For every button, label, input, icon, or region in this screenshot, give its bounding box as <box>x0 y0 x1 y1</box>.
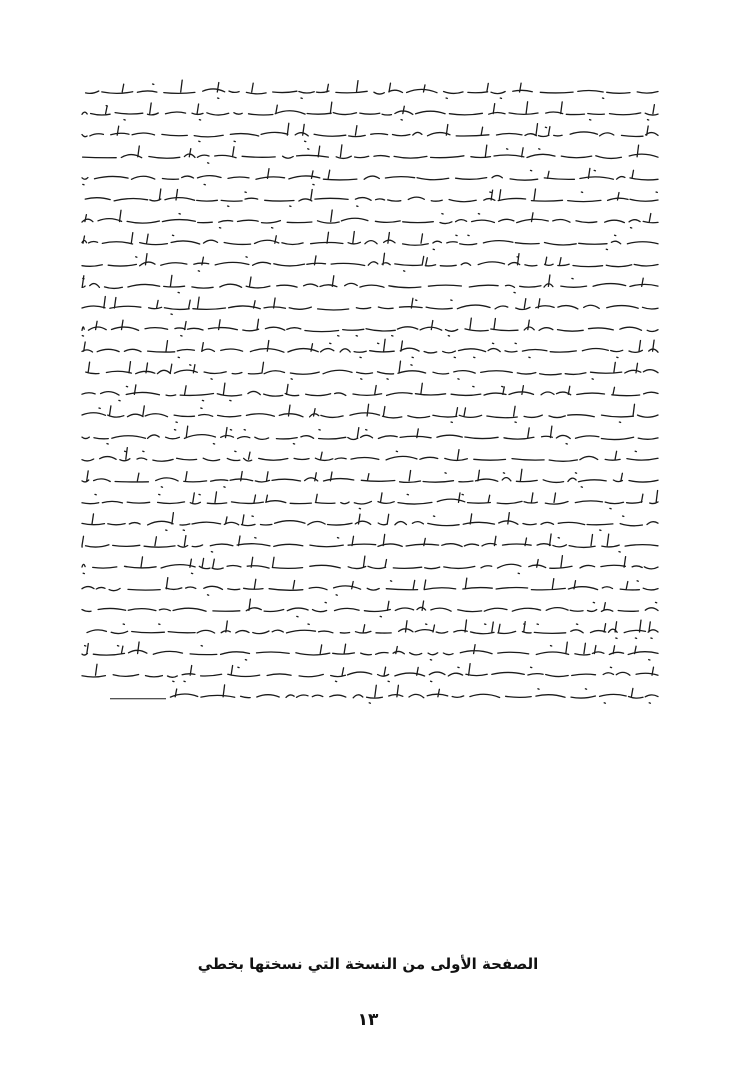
manuscript-line <box>82 275 658 293</box>
manuscript-line <box>82 404 658 422</box>
manuscript-line <box>86 80 658 98</box>
manuscript-line <box>83 145 658 163</box>
manuscript-line <box>85 189 658 206</box>
manuscript-line <box>82 339 658 357</box>
manuscript-line <box>82 642 658 660</box>
manuscript-line <box>82 491 658 509</box>
manuscript-line <box>82 318 658 336</box>
manuscript-line <box>82 599 658 617</box>
manuscript-line <box>82 448 658 462</box>
manuscript-line <box>82 556 658 574</box>
manuscript-line <box>82 513 658 531</box>
manuscript-line <box>82 232 658 250</box>
manuscript-line <box>82 168 658 184</box>
manuscript-line <box>82 102 658 120</box>
manuscript-line <box>82 469 658 487</box>
manuscript-line <box>82 664 658 682</box>
manuscript-line <box>82 253 658 271</box>
manuscript-line <box>82 426 658 444</box>
manuscript-line <box>82 534 658 552</box>
manuscript-line <box>86 361 658 379</box>
manuscript-line <box>82 297 658 315</box>
manuscript-line <box>170 685 658 703</box>
page-number: ١٣ <box>357 1010 379 1030</box>
manuscript-line <box>87 620 658 638</box>
manuscript-line <box>82 210 658 228</box>
manuscript-line <box>82 123 658 141</box>
page-caption: الصفحة الأولى من النسخة التي نسختها بخطي <box>197 955 539 973</box>
manuscript-line <box>82 383 658 401</box>
handwritten-manuscript-image <box>70 70 670 770</box>
manuscript-line <box>82 578 658 596</box>
manuscript-handwriting <box>70 70 670 770</box>
